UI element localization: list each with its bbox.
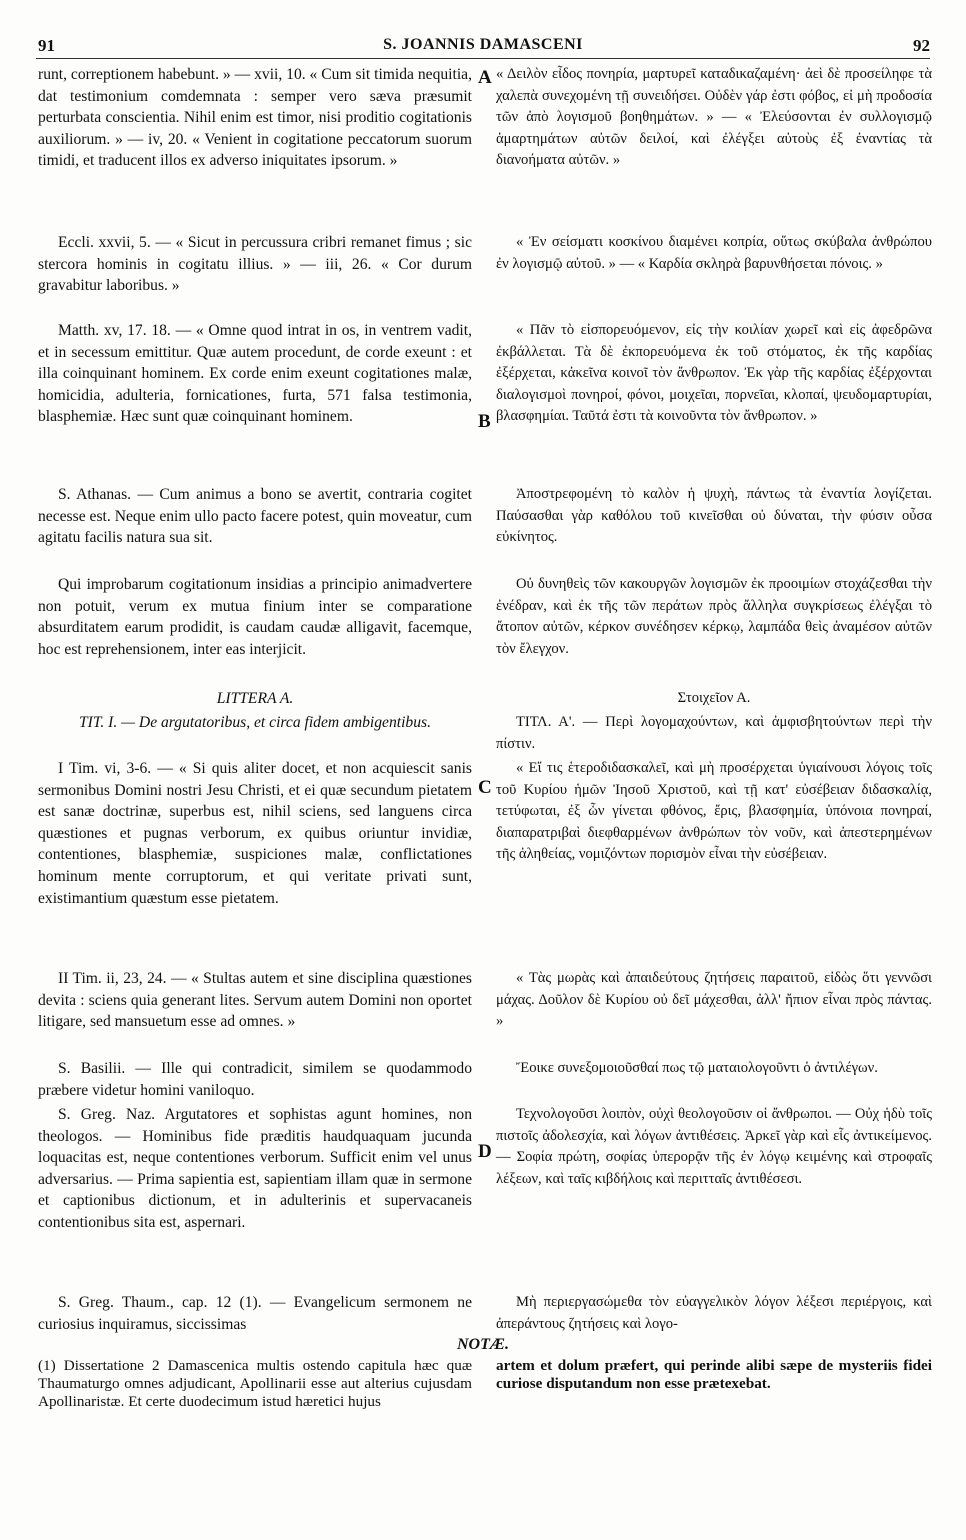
column-marker-c: C <box>478 777 492 798</box>
latin-passage-1: runt, correptionem habebunt. » — xvii, 10. « Cum sit timida nequitia, dat testimonium comdemnata : semper vero sæva præsumit perturbata conscientia. Nihil enim est timor, nisi proditio cogitationis auxiliorum. » — iv, 20. « Venient in cogitatione peccatorum suorum timidi, et traducent illos ex adverso iniquitates ipsorum. » <box>38 66 472 170</box>
title-heading-latin: TIT. I. — De argutatoribus, et circa fidem ambigentibus. <box>79 714 431 731</box>
latin-passage-2: Eccli. xxvii, 5. — « Sicut in percussura cribri remanet fimus ; sic stercora hominis in cogitatu illius. » — iii, 26. « Cor durum gravabitur laboribus. » <box>38 234 472 295</box>
footnote-left: (1) Dissertatione 2 Damascenica multis ostendo capitula hæc quæ Thaumaturgo omnes adjudicant, Apollinarii esse aut alterius cujusdam Apollinaristæ. Et certe duodecimum istud hæretici hujus <box>38 1357 472 1410</box>
title-heading-greek: ΤΙΤΛ. Α'. — Περὶ λογομαχούντων, καὶ ἀμφισβητούντων περὶ τὴν πίστιν. <box>496 714 932 752</box>
greek-passage-3: « Πᾶν τὸ εἰσπορευόμενον, εἰς τὴν κοιλίαν χωρεῖ καὶ εἰς ἀφεδρῶνα ἐκβάλλεται. Τὰ δὲ ἐκπορευόμενα ἐκ τοῦ στόματος, ἐκ τῆς καρδίας ἐξέρχεται, κἀκεῖνα κοινοῖ τὸν ἄνθρωπον. Ἐκ γὰρ τῆς καρδίας ἐξέρχονται διαλογισμοὶ πονηροί, φόνοι, μοιχεῖαι, πορνεῖαι, κλοπαί, ψευδομαρτυρίαι, βλασφημίαι. Ταῦτά ἐστι τὰ κοινοῦντα τὸν ἄνθρωπον. » <box>496 322 932 425</box>
column-marker-d: D <box>478 1141 492 1162</box>
latin-passage-3: Matth. xv, 17. 18. — « Omne quod intrat in os, in ventrem vadit, et in secessum emittitur. Quæ autem procedunt, de corde exeunt : et illa coinquinant hominem. Ex corde enim exeunt cogitationes malæ, homicidia, adulteria, fornicationes, furta, 571 falsa testimonia, blasphemiæ. Hæc sunt quæ coinquinant hominem. <box>38 322 472 426</box>
latin-passage-8: S. Basilii. — Ille qui contradicit, similem se quodammodo præbere videtur homini vaniloquo. <box>38 1060 472 1099</box>
greek-passage-4: Ἀποστρεφομένη τὸ καλὸν ἡ ψυχὴ, πάντως τὰ ἐναντία λογίζεται. Παύσασθαι γὰρ καθόλου τοῦ κινεῖσθαι οὐ δύναται, τὴν φύσιν οὖσα εὐκίνητος. <box>496 486 932 546</box>
section-heading-latin: LITTERA A. <box>216 690 294 707</box>
column-marker-b: B <box>478 411 491 432</box>
latin-passage-6: I Tim. vi, 3-6. — « Si quis aliter docet, et non acquiescit sanis sermonibus Domini nostri Jesu Christi, et ei quæ secundum pietatem est sanæ doctrinæ, superbus est, nihil sciens, sed languens circa quæstiones et pugnas verborum, ex quibus oriuntur invidiæ, contentiones, blasphemiæ, suspiciones malæ, conflictationes hominum mente corruptorum, et qui veritate privati sunt, existimantium quæstum esse pietatem. <box>38 760 472 907</box>
latin-passage-9: S. Greg. Naz. Argutatores et sophistas agunt homines, non theologos. — Hominibus fide præditis haudquaquam jucunda loquacitas est, neque contentiones verborum. Sufficit enim vel unus adversarius. — Prima sapientia est, sapientiam illam quæ in sermone et captionibus dictionum, et in adulterinis et supervacaneis contentionibus sita est, aspernari. <box>38 1106 472 1231</box>
greek-passage-6: « Εἴ τις ἑτεροδιδασκαλεῖ, καὶ μὴ προσέρχεται ὑγιαίνουσι λόγοις τοῖς τοῦ Κυρίου ἡμῶν Ἰησοῦ Χριστοῦ, καὶ τῇ κατ' εὐσέβειαν διδασκαλίᾳ, τετύφωται, ἐξ ὧν γίνεται φθόνος, ἔρις, βλασφημία, ὑπόνοια πονηραί, διαπαρατριβαὶ διεφθαρμένων ἀνθρώπων τὸν νοῦν, καὶ ἀπεστερημένων τῆς ἀληθείας, νομιζόντων πορισμὸν εἶναι τὴν εὐσέβειαν. <box>496 760 932 863</box>
section-heading-greek: Στοιχεῖον Α. <box>677 690 751 706</box>
latin-passage-5: Qui improbarum cogitationum insidias a principio animadvertere non potuit, verum ex mutua finium inter se comparatione absurditatem earum prodidit, is caudam caudæ alligavit, facemque, hoc est reprehensionem, inter eas interjicit. <box>38 576 472 658</box>
header-rule <box>36 58 930 59</box>
greek-passage-2: « Ἐν σείσματι κοσκίνου διαμένει κοπρία, οὕτως σκύβαλα ἀνθρώπου ἐν λογισμῷ αὐτοῦ. » — « Καρδία σκληρὰ βαρυνθήσεται πόνοις. » <box>496 234 932 272</box>
greek-passage-8: Ἔοικε συνεξομοιοῦσθαί πως τῷ ματαιολογοῦντι ὁ ἀντιλέγων. <box>516 1060 878 1076</box>
running-title: S. JOANNIS DAMASCENI <box>383 36 583 53</box>
page-number-right: 92 <box>913 36 930 55</box>
greek-passage-7: « Τὰς μωρὰς καὶ ἀπαιδεύτους ζητήσεις παραιτοῦ, εἰδὼς ὅτι γεννῶσι μάχας. Δοῦλον δὲ Κυρίου οὐ δεῖ μάχεσθαι, ἀλλ' ἤπιον εἶναι πρὸς πάντας. » <box>496 970 932 1030</box>
footnote-right: artem et dolum præfert, qui perinde alibi sæpe de mysteriis fidei curiose disputandum non esse prætexebat. <box>496 1357 932 1392</box>
greek-passage-10: Μὴ περιεργασώμεθα τὸν εὐαγγελικὸν λόγον λέξεσι περιέργοις, καὶ ἀπεράντους ζητήσεις καὶ λογο- <box>496 1294 932 1332</box>
latin-passage-10: S. Greg. Thaum., cap. 12 (1). — Evangelicum sermonem ne curiosius inquiramus, siccissimas <box>38 1294 472 1333</box>
latin-passage-7: II Tim. ii, 23, 24. — « Stultas autem et sine disciplina quæstiones devita : sciens quia generant lites. Servum autem Domini non oportet litigare, sed mansuetum esse ad omnes. » <box>38 970 472 1031</box>
greek-passage-9: Τεχνολογοῦσι λοιπὸν, οὐχὶ θεολογοῦσιν οἱ ἄνθρωποι. — Οὐχ ἡδὺ τοῖς πιστοῖς ἀδολεσχία, καὶ λόγων ἀντιθέσεις. Ἀρκεῖ γὰρ καὶ εἷς ἀντικείμενος. — Σοφία πρώτη, σοφίας ὑπερορᾷν τῆς ἐν λόγῳ κειμένης καὶ στροφαῖς λέξεων, καὶ ταῖς κιβδήλοις καὶ περιτταῖς ἀντιθέσεσι. <box>496 1106 932 1187</box>
page-number-left: 91 <box>38 36 55 55</box>
column-marker-a: A <box>478 67 492 88</box>
greek-passage-1: « Δειλὸν εἶδος πονηρία, μαρτυρεῖ καταδικαζαμένη· ἀεὶ δὲ προσείληφε τὰ χαλεπὰ συνεχομένη τῇ συνειδήσει. Οὐδὲν γάρ ἐστι φόβος, εἰ μὴ προδοσία τῶν ἀπὸ λογισμοῦ βοηθημάτων. » — « Ἐλεύσονται ἐν συλλογισμῷ ἁμαρτημάτων αὐτῶν δειλοί, καὶ ἐλέγξει αὐτοὺς ἐξ ἐναντίας τὰ διανοήματα αὐτῶν. » <box>496 66 932 169</box>
latin-passage-4: S. Athanas. — Cum animus a bono se avertit, contraria cogitet necesse est. Neque enim ullo pacto facere potest, quin moveatur, cum agitatu facilis natura sua sit. <box>38 486 472 547</box>
greek-passage-5: Οὐ δυνηθεὶς τῶν κακουργῶν λογισμῶν ἐκ προοιμίων στοχάζεσθαι τὴν ἐνέδραν, καὶ ἐκ τῆς τῶν περάτων πρὸς ἄλληλα συγκρίσεως ἐλέγξαι τὸ ἄτοπον αὐτῶν, κέρκον συνέδησεν κέρκῳ, λαμπάδα θεὶς ἀναμέσον αὐτῶν τὸν ἔλεγχον. <box>496 576 932 657</box>
notes-heading: NOTÆ. <box>457 1336 509 1353</box>
